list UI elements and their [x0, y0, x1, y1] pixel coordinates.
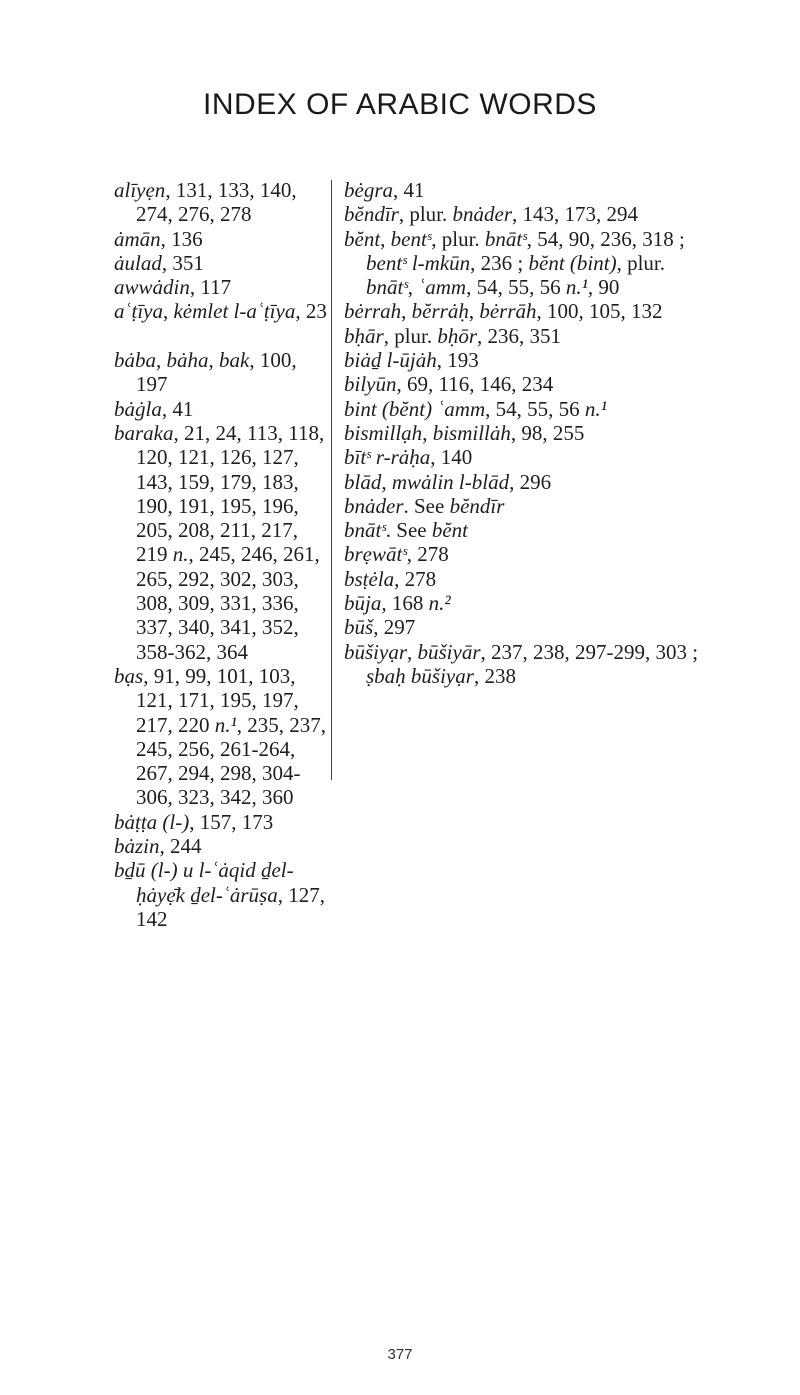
index-entry	[114, 397, 332, 421]
index-term: n.¹	[565, 275, 588, 300]
index-entry	[114, 348, 332, 397]
index-term: baraka	[114, 420, 174, 445]
index-text: , 131, 133, 140, 274, 276, 278	[136, 178, 297, 227]
column-divider	[331, 180, 332, 780]
index-term: bėgra	[344, 178, 393, 202]
index-text: , 54, 55, 56	[466, 275, 566, 300]
index-term: bnātˢ	[484, 226, 527, 251]
index-text: , 100, 105, 132	[536, 299, 663, 324]
index-entry	[344, 348, 706, 372]
index-term: aʿṭīya	[114, 299, 163, 324]
index-entry	[344, 494, 706, 518]
index-text: , 296	[509, 469, 552, 494]
index-term: brẹwātˢ	[344, 542, 407, 567]
index-text: , 278	[394, 566, 437, 591]
index-term: awwȧdin	[114, 275, 190, 300]
index-entry	[344, 542, 706, 566]
index-text: , 91, 99, 101, 103, 121, 171, 195, 197, 217, 220	[136, 663, 299, 737]
index-text: ,	[407, 275, 419, 300]
index-term: bĕnt	[431, 518, 468, 543]
index-text: , 41	[161, 396, 194, 421]
index-text: , 297	[373, 615, 416, 640]
index-term: bạs	[114, 663, 144, 688]
index-term: bentˢ l-mkūn	[366, 250, 471, 275]
index-text: , 54, 90, 236, 318 ;	[526, 226, 685, 251]
index-term: bėrrah	[344, 299, 402, 324]
index-entry	[344, 372, 706, 396]
index-text: . See	[385, 518, 432, 543]
index-term: bḥār	[344, 323, 384, 348]
index-text: , 69, 116, 146, 234	[396, 372, 554, 397]
index-text: , plur.	[383, 323, 438, 348]
index-text: ,	[407, 639, 418, 664]
index-term: bentˢ	[390, 226, 432, 251]
index-term: alīyẹn	[114, 178, 166, 202]
index-term: mwȧlin l-blād	[391, 469, 510, 494]
index-text: , 245, 246, 261, 265, 292, 302, 303, 308, 309, 331, 336, 337, 340, 341, 352, 358-362, 364	[136, 542, 320, 664]
index-text: , 100, 197	[136, 348, 297, 397]
index-term: bėrrāh	[479, 299, 537, 324]
index-entry	[344, 324, 706, 348]
index-term: biȧḏ l-ūjȧh	[344, 348, 437, 373]
index-term: bismillȧh	[432, 420, 511, 445]
index-text: , 193	[436, 348, 479, 373]
index-text: , plur.	[616, 250, 665, 275]
index-entry	[114, 299, 332, 323]
index-term: bnȧder	[344, 493, 404, 518]
index-text: , 278	[406, 542, 449, 567]
index-term: bȧṭṭa (l-)	[114, 809, 190, 834]
index-term: bĕnt	[344, 226, 381, 251]
index-entry	[344, 421, 706, 445]
index-text: , 127, 142	[136, 882, 325, 931]
index-text: ,	[468, 299, 480, 324]
page-number: 377	[387, 1346, 413, 1363]
index-term: būja	[344, 591, 382, 616]
index-term: blād	[344, 469, 382, 494]
index-term: ʿamm	[418, 275, 467, 300]
index-term: būšiyār	[417, 639, 481, 664]
index-text: , 23	[295, 299, 327, 324]
index-term: bismillạh	[344, 420, 423, 445]
index-entry	[114, 834, 332, 858]
index-term: n.¹	[584, 396, 607, 421]
index-text: , 351	[161, 250, 204, 275]
index-text: ,	[162, 299, 174, 324]
index-term: bȧba	[114, 348, 156, 373]
index-text: , 238	[473, 663, 516, 688]
index-text: , 54, 55, 56	[485, 396, 585, 421]
index-entry	[344, 640, 706, 689]
index-term: bnātˢ	[366, 275, 408, 300]
index-text: ,	[422, 420, 433, 445]
index-text: , 157, 173	[189, 809, 274, 834]
index-term: ṣbaḥ būšiyạr	[366, 663, 474, 688]
index-entry	[114, 664, 332, 810]
index-entry	[344, 615, 706, 639]
index-term: bĕndīr	[449, 493, 505, 518]
index-text: , plur.	[398, 202, 453, 227]
index-entry	[114, 251, 332, 275]
index-term: ȧmān	[114, 226, 161, 251]
index-text: , 98, 255	[510, 420, 585, 445]
index-term: bḥōr	[437, 323, 478, 348]
index-term: būšiyạr	[344, 639, 407, 664]
index-term: bȧġla	[114, 396, 162, 421]
index-column-left	[114, 178, 332, 931]
index-entry	[344, 299, 706, 323]
index-term: n.	[172, 542, 189, 567]
index-entry	[344, 591, 706, 615]
index-text: , 140	[430, 445, 473, 470]
index-entry	[344, 178, 706, 202]
index-text: , 235, 237, 245, 256, 261-264, 267, 294, 298, 304-306, 323, 342, 360	[136, 712, 327, 810]
index-text: , 41	[393, 178, 425, 202]
index-text: , 236, 351	[477, 323, 562, 348]
index-text: ,	[380, 226, 391, 251]
index-text: , 237, 238, 297-299, 303 ;	[480, 639, 699, 664]
index-entry	[344, 202, 706, 226]
index-text: , 236 ;	[470, 250, 529, 275]
index-text: , plur.	[431, 226, 485, 251]
index-term: bnātˢ	[344, 518, 386, 543]
index-term: bilyūn	[344, 372, 397, 397]
index-term: bĕndīr	[344, 202, 399, 227]
index-text: . See	[403, 493, 450, 518]
index-entry	[344, 470, 706, 494]
index-entry	[114, 275, 332, 299]
index-term: bĕrrȧḥ	[411, 299, 469, 324]
page-title: INDEX OF ARABIC WORDS	[203, 88, 597, 121]
index-entry	[344, 445, 706, 469]
index-term: bsṭėla	[344, 566, 395, 591]
index-term: būš	[344, 615, 374, 640]
index-term: bȧha	[166, 348, 209, 373]
index-text: ,	[381, 469, 392, 494]
index-text: , 136	[160, 226, 203, 251]
index-term: n.¹	[214, 712, 237, 737]
index-term: bḏū (l-) u l-ʿȧqid ḏel-ḥȧyẹ̄k ḏel-ʿȧrūṣa	[114, 858, 294, 907]
index-entry	[114, 178, 332, 227]
index-text: ,	[156, 348, 167, 373]
index-term: bint (bĕnt) ʿamm	[344, 396, 486, 421]
index-term: bītˢ r-rȧḥa	[344, 445, 431, 470]
index-text: ,	[401, 299, 412, 324]
index-entry	[344, 567, 706, 591]
index-text: ,	[208, 348, 219, 373]
index-entry	[114, 858, 332, 931]
index-column-right	[344, 178, 706, 688]
index-text: , 244	[159, 834, 202, 859]
index-text: , 168	[381, 591, 429, 616]
index-term: bnȧder	[452, 202, 512, 227]
index-entry	[344, 518, 706, 542]
index-entry	[114, 810, 332, 834]
index-term: bȧzin	[114, 834, 160, 859]
index-entry	[344, 227, 706, 300]
index-entry	[114, 421, 332, 664]
index-entry	[344, 397, 706, 421]
index-text: , 21, 24, 113, 118, 120, 121, 126, 127, 143, 159, 179, 183, 190, 191, 195, 196, 205, 208, 211, 217, 219	[136, 420, 325, 567]
index-term: bak	[219, 348, 250, 373]
index-term: kėmlet l-aʿṭīya	[173, 299, 296, 324]
index-text: , 90	[587, 275, 620, 300]
index-term: n.²	[428, 591, 451, 616]
index-term: ȧulad	[114, 250, 162, 275]
index-entry	[114, 227, 332, 251]
index-term: bĕnt (bint)	[528, 250, 617, 275]
index-text: , 143, 173, 294	[512, 202, 638, 227]
index-text: , 117	[189, 275, 232, 300]
